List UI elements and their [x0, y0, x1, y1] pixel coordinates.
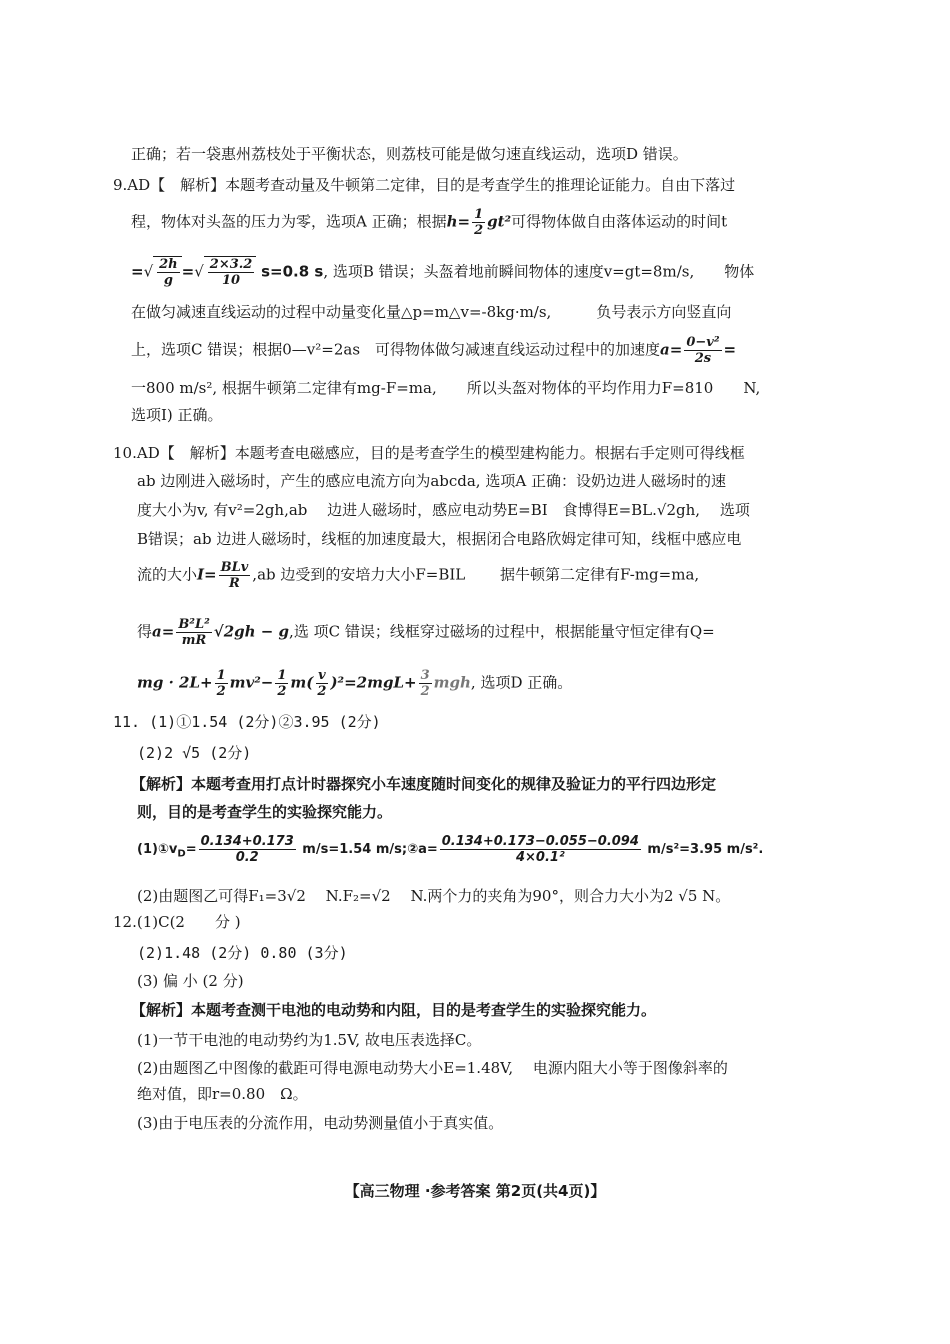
formula-v-fraction: $\frac{0.134+0.173}{0.2}$	[200, 834, 294, 865]
q10-text: ,ab 边受到的安培力大小F=BIL 据牛顿第二定律有F-mg=ma,	[252, 565, 700, 584]
q11-analysis-2: 则，目的是考查学生的实验探究能力。	[137, 803, 393, 821]
formula-q-part1: mg · 2L+	[137, 673, 213, 692]
q11-heading: 11. (1)①1.54 (2分)②3.95 (2分)	[113, 713, 381, 731]
q11-line-6: (2)由题图乙可得F₁=3√2 N.F₂=√2 N.两个力的夹角为90°，则合力大小为2 √5 N。	[137, 887, 731, 905]
q10-text: 流的大小	[137, 565, 198, 584]
q12-line-8: (3)由于电压表的分流作用，电动势测量值小于真实值。	[137, 1114, 504, 1132]
formula-a-fraction: $\frac{\text{0−v²}}{2s}$	[686, 335, 720, 366]
line-continuation: 正确；若一袋惠州荔枝处于平衡状态，则荔枝可能是做匀速直线运动，选项D 错误。	[131, 145, 688, 163]
formula-acc-fraction: $\frac{\text{B²L²}}{mR}$	[178, 617, 210, 648]
formula-acc-rhs: √2gh − g	[213, 622, 290, 641]
q9-line-2	[131, 207, 727, 238]
q9-text: 上，选项C 错误；根据0—v²=2as 可得物体做匀减速直线运动过程中的加速度	[131, 340, 661, 359]
q9-text: 可得物体做自由落体运动的时间t	[511, 212, 728, 231]
q10-text: , 选项D 正确。	[470, 673, 573, 692]
q11-formula-line: $(1)①v_D=$ $\frac{0.134+0.173}{0.2}$ m/s=1.54 m/s;②a= $\frac{0.134+0.173-0.055-0.094}{\text{4×0.1²}}$ m/s²=3.95 m/s².	[137, 834, 764, 865]
formula-i-fraction: $\frac{\text{BLv}}{R}$	[220, 560, 249, 591]
formula-h-lhs: h=	[446, 212, 471, 231]
formula-h-fraction: $\frac{1}{2}$	[474, 207, 484, 238]
q10-line-2: ab 边刚进入磁场时，产生的感应电流方向为abcda, 选项A 正确：设奶边进人磁场时的速	[137, 472, 726, 490]
formula-a-lhs: a=	[660, 340, 683, 359]
q12-heading: 12.(1)C(2 分 )	[113, 913, 241, 931]
q10-heading: 10.AD【 解析】本题考查电磁感应，目的是考查学生的模型建构能力。根据右手定则可得线框	[113, 444, 745, 462]
q10-line-5	[137, 560, 699, 591]
q12-line-6: (2)由题图乙中图像的截距可得电源电动势大小E=1.48V, 电源内阻大小等于图像斜率的	[137, 1059, 728, 1077]
q9-line-4: 在做匀减速直线运动的过程中动量变化量△p=m△v=-8kg·m/s, 负号表示方向竖直向	[131, 303, 732, 321]
formula-h-rhs: gt²	[487, 212, 512, 231]
q9-line-3: =√ $\frac{2h}{g}$ =√ $\frac{2\times 3.2}{10}$ s=0.8 s, 选项B 错误；头盔着地前瞬间物体的速度v=gt=8m/s, 物体	[131, 257, 755, 288]
formula-t-eq: =	[131, 262, 144, 281]
q12-analysis: 【解析】本题考查测干电池的电动势和内阻，目的是考查学生的实验探究能力。	[131, 1001, 657, 1019]
q9-line-6: 一800 m/s², 根据牛顿第二定律有mg-F=ma, 所以头盔对物体的平均作用力F=810 N,	[131, 379, 761, 397]
q10-line-7: mg · 2L+ $\frac{1}{2}$ mv²− $\frac{1}{2}$ m( $\frac{v}{2}$ )²=2mgL+ $\frac{3}{2}$ mgh, 选项D 正确。	[137, 668, 573, 699]
formula-v-subscript: D	[177, 848, 186, 860]
q10-line-3: 度大小为v, 有v²=2gh,ab 边进人磁场时，感应电动势E=BI 食博得E=BL.√2gh, 选项	[137, 501, 750, 519]
q9-heading: 9.AD【 解析】本题考查动量及牛顿第二定律，目的是考查学生的推理论证能力。自由下落过	[113, 176, 736, 194]
formula-t-frac1: $\frac{2h}{g}$	[159, 257, 178, 288]
formula-t-result: s=0.8 s	[261, 262, 324, 281]
q9-line-5: 上，选项C 错误；根据0—v²=2as 可得物体做匀减速直线运动过程中的加速度a= $\frac{\text{0−v²}}{2s}$ =	[131, 335, 737, 366]
q10-line-6	[137, 617, 715, 648]
page-footer: 【高三物理 ·参考答案 第2页(共4页)】	[344, 1182, 606, 1200]
formula-acc-lhs: a=	[152, 622, 175, 641]
formula-a2-fraction: $\frac{0.134+0.173-0.055-0.094}{\text{4×0.1²}}$	[441, 834, 639, 865]
q9-text: , 选项B 错误；头盔着地前瞬间物体的速度v=gt=8m/s, 物体	[323, 262, 755, 281]
q9-text: 程，物体对头盔的压力为零，选项A 正确；根据	[131, 212, 447, 231]
formula-i-lhs: I=	[197, 565, 217, 584]
q11-line-2: (2)2 √5 (2分)	[137, 744, 252, 762]
q10-text: ,选 项C 错误；线框穿过磁场的过程中，根据能量守恒定律有Q=	[289, 622, 715, 641]
q10-line-4: B错误；ab 边进人磁场时，线框的加速度最大，根据闭合电路欣姆定律可知，线框中感应电	[137, 530, 742, 548]
q9-line-7: 选项I) 正确。	[131, 406, 223, 424]
q12-line-3: (3) 偏 小 (2 分)	[137, 972, 244, 990]
q12-line-2: (2)1.48 (2分) 0.80 (3分)	[137, 944, 348, 962]
formula-t-frac2: $\frac{2\times 3.2}{10}$	[209, 257, 253, 288]
q11-analysis-1: 【解析】本题考查用打点计时器探究小车速度随时间变化的规律及验证力的平行四边形定	[131, 775, 717, 793]
q12-line-5: (1)一节干电池的电动势约为1.5V, 故电压表选择C。	[137, 1031, 482, 1049]
q12-line-7: 绝对值，即r=0.80 Ω。	[137, 1085, 308, 1103]
q10-text: 得	[137, 622, 153, 641]
